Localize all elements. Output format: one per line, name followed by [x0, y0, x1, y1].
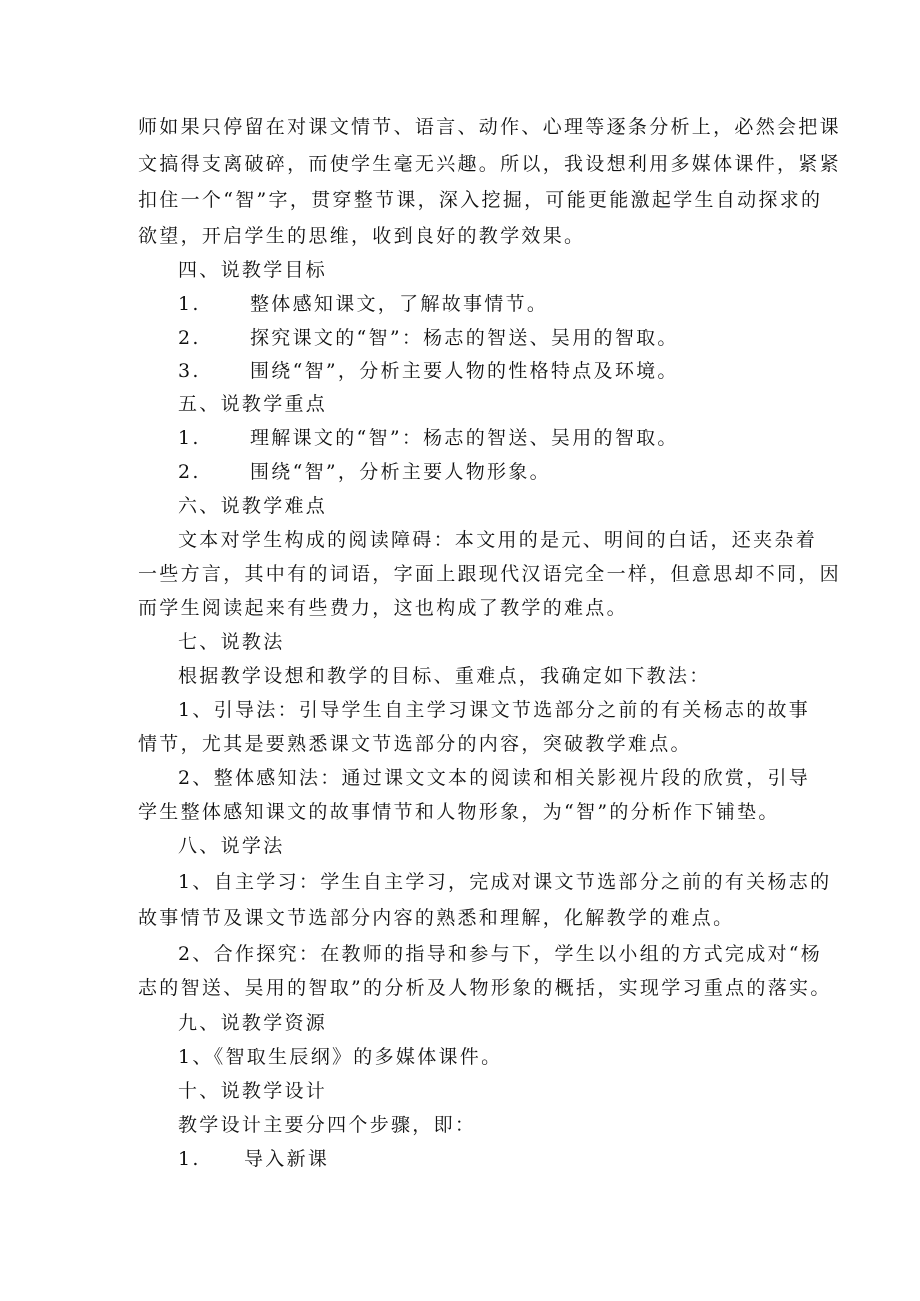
list-text: 探究课文的“智”：杨志的智送、吴用的智取。	[250, 327, 679, 349]
section-heading-difficulties: 六、说教学难点	[178, 495, 328, 517]
learning-coop-line-1: 2、合作探究：在教师的指导和参与下，学生以小组的方式完成对“杨	[178, 943, 823, 965]
difficulties-line-3: 而学生阅读起来有些费力，这也构成了教学的难点。	[138, 597, 628, 619]
list-text: 整体感知课文，了解故事情节。	[250, 293, 549, 315]
list-number: 3.	[178, 360, 201, 382]
list-number: 1.	[178, 1148, 201, 1170]
learning-self-line-2: 故事情节及课文节选部分内容的熟悉和理解，化解教学的难点。	[138, 907, 735, 929]
list-text: 理解课文的“智”：杨志的智送、吴用的智取。	[250, 427, 679, 449]
list-text: 围绕“智”，分析主要人物的性格特点及环境。	[250, 360, 679, 382]
list-number: 2.	[178, 327, 201, 349]
list-number: 1.	[178, 293, 201, 315]
method-guidance-line-2: 情节，尤其是要熟悉课文节选部分的内容，突破教学难点。	[138, 733, 692, 755]
intro-line-4: 欲望，开启学生的思维，收到良好的教学效果。	[138, 225, 586, 247]
design-lead: 教学设计主要分四个步骤，即：	[178, 1114, 477, 1136]
intro-line-3: 扣住一个“智”字，贯穿整节课，深入挖掘，可能更能激起学生自动探求的	[138, 189, 823, 211]
difficulties-line-2: 一些方言，其中有的词语，字面上跟现代汉语完全一样，但意思却不同，因	[138, 563, 841, 585]
list-text: 围绕“智”，分析主要人物形象。	[250, 461, 551, 483]
resources-item-1: 1、《智取生辰纲》的多媒体课件。	[178, 1046, 503, 1068]
section-heading-teaching-methods: 七、说教法	[178, 631, 285, 653]
method-guidance-line-1: 1、引导法：引导学生自主学习课文节选部分之前的有关杨志的故事	[178, 699, 811, 721]
list-number: 1.	[178, 427, 201, 449]
method-overall-line-1: 2、整体感知法：通过课文文本的阅读和相关影视片段的欣赏，引导	[178, 767, 811, 789]
intro-line-1: 师如果只停留在对课文情节、语言、动作、心理等逐条分析上，必然会把课	[138, 116, 841, 138]
list-number: 2.	[178, 461, 201, 483]
list-text: 导入新课	[244, 1148, 330, 1170]
section-heading-objectives: 四、说教学目标	[178, 259, 328, 281]
intro-line-2: 文搞得支离破碎，而使学生毫无兴趣。所以，我设想利用多媒体课件，紧紧	[138, 153, 841, 175]
learning-self-line-1: 1、自主学习：学生自主学习，完成对课文节选部分之前的有关杨志的	[178, 871, 832, 893]
learning-coop-line-2: 志的智送、吴用的智取”的分析及人物形象的概括，实现学习重点的落实。	[138, 977, 832, 999]
teaching-methods-lead: 根据教学设想和教学的目标、重难点，我确定如下教法：	[178, 665, 711, 687]
section-heading-learning-methods: 八、说学法	[178, 835, 285, 857]
section-heading-resources: 九、说教学资源	[178, 1012, 328, 1034]
method-overall-line-2: 学生整体感知课文的故事情节和人物形象，为“智”的分析作下铺垫。	[138, 801, 780, 823]
difficulties-line-1: 文本对学生构成的阅读障碍：本文用的是元、明间的白话，还夹杂着	[178, 529, 818, 551]
section-heading-key-points: 五、说教学重点	[178, 393, 328, 415]
section-heading-design: 十、说教学设计	[178, 1080, 328, 1102]
